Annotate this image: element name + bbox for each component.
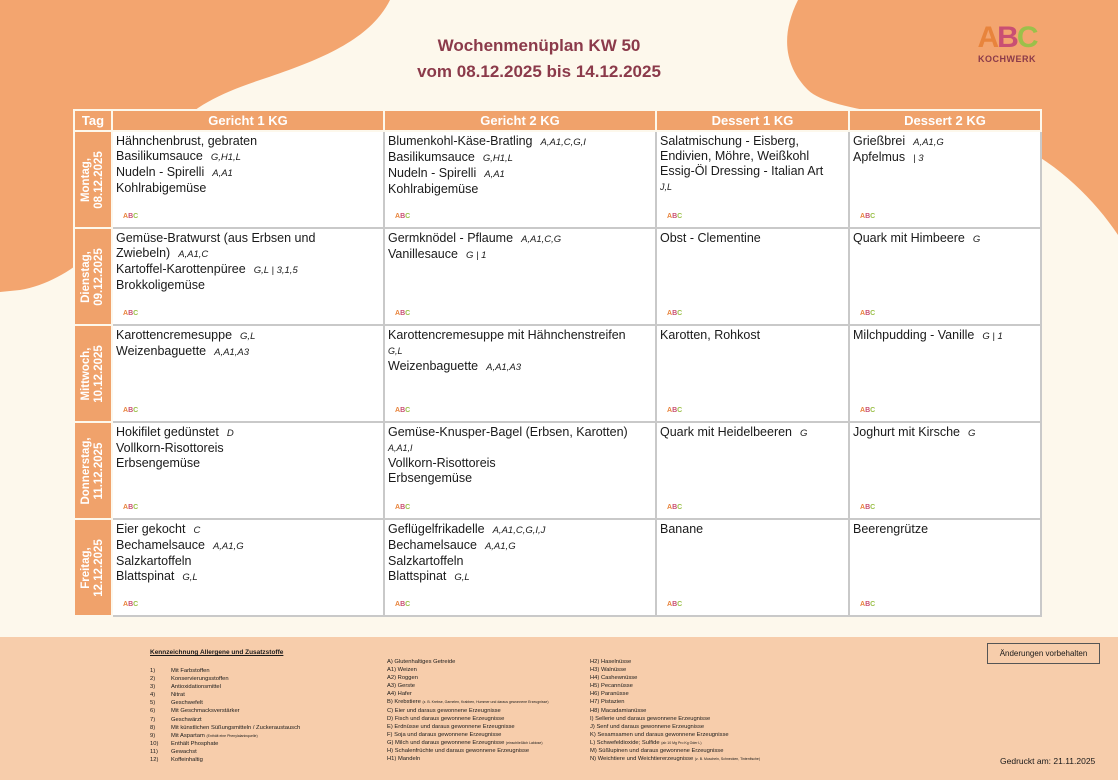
allergen-codes: G,L bbox=[240, 331, 256, 342]
dish-name: Hokifilet gedünstet bbox=[116, 425, 219, 439]
logo-text: KOCHWERK bbox=[978, 54, 1036, 64]
menu-cell-d1 bbox=[656, 228, 849, 325]
dish bbox=[660, 231, 845, 246]
day-name: Montag, bbox=[80, 157, 92, 202]
legend-item: H3) Walnüsse bbox=[590, 667, 627, 674]
menu-cell-d1 bbox=[656, 422, 849, 519]
legend-item: I) Sellerie und daraus gewonnene Erzeugnisse bbox=[590, 715, 711, 722]
allergen-codes: J,L bbox=[660, 182, 673, 192]
allergen-codes: | 3 bbox=[913, 153, 924, 164]
legend-item: H6) Paranüsse bbox=[590, 691, 629, 698]
mini-logo: ABC bbox=[860, 504, 876, 511]
dish bbox=[388, 522, 652, 538]
mini-logo: ABC bbox=[395, 504, 411, 511]
legend-item: H1) Mandeln bbox=[387, 756, 421, 763]
day-row bbox=[74, 422, 1041, 519]
mini-logo: ABC bbox=[123, 504, 139, 511]
allergen-codes: A,A1 bbox=[212, 168, 233, 179]
dish-name: Grießbrei bbox=[853, 134, 906, 148]
day-label bbox=[80, 345, 106, 403]
dish bbox=[116, 522, 380, 538]
dish-name: Salzkartoffeln bbox=[116, 554, 192, 568]
allergens-list-b bbox=[590, 658, 760, 763]
legend-item: D) Fisch und daraus gewonnene Erzeugnisse bbox=[387, 715, 505, 722]
dish bbox=[388, 150, 652, 166]
dish-name: Joghurt mit Kirsche bbox=[853, 425, 960, 439]
dish bbox=[660, 134, 845, 164]
col-header-dessert-1: Dessert 1 KG bbox=[656, 110, 849, 131]
allergens-list-a bbox=[387, 658, 549, 763]
day-cell bbox=[74, 228, 112, 325]
allergen-codes: A,A1,I bbox=[388, 443, 413, 453]
dish bbox=[388, 569, 652, 585]
dish bbox=[116, 554, 380, 569]
legend-item: A) Glutenhaltiges Getreide bbox=[387, 659, 456, 665]
dish-name: Salzkartoffeln bbox=[388, 554, 464, 568]
mini-logo: ABC bbox=[860, 213, 876, 220]
mini-logo: ABC bbox=[860, 601, 876, 608]
dish-name: Karottencremesuppe bbox=[116, 328, 233, 342]
allergen-codes: G,H1,L bbox=[210, 152, 241, 163]
dish bbox=[116, 165, 380, 181]
mini-logo: ABC bbox=[123, 310, 139, 317]
legend-item: B) Krebstiere (z. B. Krebse, Garnelen, Krabben, Hummer und daraus gewonnene Erzeugnisse) bbox=[387, 699, 549, 706]
col-header-tag: Tag bbox=[74, 110, 112, 131]
dish-name: Kartoffel-Karottenpüree bbox=[116, 262, 246, 276]
legend-item: 4) Nitrat bbox=[150, 692, 185, 699]
allergen-codes: G,L bbox=[388, 346, 403, 356]
day-name: Dienstag, bbox=[80, 250, 92, 303]
mini-logo: ABC bbox=[395, 310, 411, 317]
legend-item: 11) Gewachst bbox=[150, 748, 197, 755]
legend-item: F) Soja und daraus gewonnene Erzeugnisse bbox=[387, 731, 502, 738]
dish-name: Vollkorn-Risottoreis bbox=[116, 441, 224, 455]
changes-note: Änderungen vorbehalten bbox=[987, 643, 1100, 664]
dish-name: Vollkorn-Risottoreis bbox=[388, 456, 496, 470]
legend-item: A4) Hafer bbox=[387, 691, 412, 698]
dish-name: Erbsengemüse bbox=[116, 456, 201, 470]
dish bbox=[388, 247, 652, 263]
allergen-codes: A,A1,C bbox=[178, 249, 209, 260]
dish bbox=[116, 425, 380, 441]
mini-logo: ABC bbox=[667, 213, 683, 220]
legend-item: J) Senf und daraus gewonnene Erzeugnisse bbox=[590, 723, 705, 730]
dish bbox=[660, 328, 845, 343]
mini-logo: ABC bbox=[667, 407, 683, 414]
page-title bbox=[0, 33, 1078, 85]
legend-item: A1) Weizen bbox=[387, 667, 417, 674]
dish bbox=[388, 359, 652, 375]
day-label bbox=[80, 151, 106, 209]
menu-cell-g1 bbox=[112, 131, 384, 228]
allergen-codes: A,A1,A3 bbox=[486, 362, 521, 373]
dish-name: Beerengrütze bbox=[853, 522, 929, 536]
allergen-codes: G,L | 3,1,5 bbox=[253, 265, 298, 276]
dish-name: Erbsengemüse bbox=[388, 471, 473, 485]
dish-name: Karotten, Rohkost bbox=[660, 328, 761, 342]
col-header-gericht-1: Gericht 1 KG bbox=[112, 110, 384, 131]
legend-item: 2) Konservierungsstoffen bbox=[150, 676, 229, 683]
dish-name: Weizenbaguette bbox=[388, 359, 479, 373]
menu-cell-d1 bbox=[656, 519, 849, 616]
legend-item: E) Erdnüsse und daraus gewonnene Erzeugnisse bbox=[387, 723, 515, 730]
dish-name: Milchpudding - Vanille bbox=[853, 328, 975, 342]
legend-item: M) Süßlupinen und daraus gewonnene Erzeugnisse bbox=[590, 748, 724, 755]
dish bbox=[660, 425, 845, 441]
legend-item: K) Sesamsamen und daraus gewonnene Erzeugnisse bbox=[590, 731, 729, 738]
dish-name: Blattspinat bbox=[116, 569, 175, 583]
allergen-codes: G bbox=[972, 234, 981, 245]
menu-cell-d2 bbox=[849, 228, 1041, 325]
legend-item: 3) Antioxidationsmittel bbox=[150, 684, 221, 691]
menu-cell-d2 bbox=[849, 131, 1041, 228]
dish bbox=[116, 328, 380, 344]
legend-item: 1) Mit Farbstoffen bbox=[150, 668, 210, 674]
dish bbox=[853, 425, 1037, 441]
dish bbox=[116, 569, 380, 585]
mini-logo: ABC bbox=[667, 504, 683, 511]
menu-cell-d1 bbox=[656, 325, 849, 422]
menu-cell-d2 bbox=[849, 519, 1041, 616]
dish-name: Kohlrabigemüse bbox=[116, 181, 207, 195]
dish-name: Hähnchenbrust, gebraten bbox=[116, 134, 258, 148]
allergen-codes: A,A1,G bbox=[484, 541, 516, 552]
dish-name: Geflügelfrikadelle bbox=[388, 522, 485, 536]
dish bbox=[116, 344, 380, 360]
allergen-codes: C bbox=[193, 525, 201, 536]
allergen-codes: G,H1,L bbox=[482, 153, 513, 164]
day-cell bbox=[74, 325, 112, 422]
dish bbox=[388, 166, 652, 182]
dish bbox=[116, 538, 380, 554]
dish bbox=[853, 328, 1037, 344]
mini-logo: ABC bbox=[667, 601, 683, 608]
legend-heading: Kennzeichnung Allergene und Zusatzstoffe bbox=[150, 649, 284, 656]
dish bbox=[853, 231, 1037, 247]
dish-name: Essig-Öl Dressing - Italian Art bbox=[660, 164, 824, 178]
dish bbox=[116, 278, 380, 293]
legend-item: H2) Haselnüsse bbox=[590, 659, 632, 665]
mini-logo: ABC bbox=[395, 213, 411, 220]
dish-name: Gemüse-Bratwurst (aus Erbsen und Zwiebeln) bbox=[116, 231, 316, 260]
legend-item: H8) Macadamianüsse bbox=[590, 707, 647, 714]
mini-logo: ABC bbox=[860, 407, 876, 414]
dish-name: Germknödel - Pflaume bbox=[388, 231, 514, 245]
allergen-codes: D bbox=[226, 428, 234, 439]
legend-item: A2) Roggen bbox=[387, 675, 418, 682]
legend-item: 9) Mit Aspartam (Enthält eine Phenylalaninquelle) bbox=[150, 732, 258, 739]
menu-cell-d2 bbox=[849, 325, 1041, 422]
dish bbox=[116, 181, 380, 196]
day-row bbox=[74, 131, 1041, 228]
dish bbox=[388, 538, 652, 554]
day-name: Freitag, bbox=[80, 546, 92, 589]
menu-cell-g1 bbox=[112, 422, 384, 519]
legend-item: 7) Geschwärzt bbox=[150, 716, 202, 723]
dish bbox=[116, 231, 380, 262]
header-row bbox=[74, 110, 1041, 131]
legend-item: H) Schalenfrüchte und daraus gewonnene Erzeugnisse bbox=[387, 748, 530, 755]
menu-cell-g1 bbox=[112, 519, 384, 616]
menu-cell-g2 bbox=[384, 422, 656, 519]
dish-name: Salatmischung - Eisberg, Endivien, Möhre, Weißkohl bbox=[660, 134, 810, 163]
dish-name: Vanillesauce bbox=[388, 247, 458, 261]
menu-cell-g1 bbox=[112, 228, 384, 325]
menu-cell-g2 bbox=[384, 325, 656, 422]
menu-table bbox=[73, 109, 1042, 617]
dish-name: Bechamelsauce bbox=[116, 538, 205, 552]
day-cell bbox=[74, 131, 112, 228]
col-header-dessert-2: Dessert 2 KG bbox=[849, 110, 1041, 131]
day-cell bbox=[74, 519, 112, 616]
mini-logo: ABC bbox=[123, 601, 139, 608]
dish bbox=[388, 425, 652, 456]
dish bbox=[853, 134, 1037, 150]
mini-logo: ABC bbox=[123, 407, 139, 414]
dish bbox=[388, 134, 652, 150]
dish-name: Eier gekocht bbox=[116, 522, 186, 536]
dish bbox=[388, 471, 652, 486]
dish bbox=[388, 231, 652, 247]
legend-item: A3) Gerste bbox=[387, 683, 416, 690]
dish bbox=[388, 456, 652, 471]
dish-name: Quark mit Heidelbeeren bbox=[660, 425, 793, 439]
logo-letters: ABC bbox=[977, 21, 1037, 54]
allergen-codes: A,A1,G bbox=[913, 137, 944, 148]
allergen-codes: G bbox=[967, 428, 976, 439]
day-row bbox=[74, 325, 1041, 422]
day-name: Donnerstag, bbox=[80, 436, 92, 505]
dish bbox=[116, 262, 380, 278]
day-date: 09.12.2025 bbox=[93, 247, 105, 306]
allergen-codes: A,A1,C,G bbox=[521, 234, 562, 245]
menu-cell-g1 bbox=[112, 325, 384, 422]
legend-item: 10) Enthält Phosphate bbox=[150, 740, 219, 747]
legend-item: G) Milch und daraus gewonnene Erzeugnisse (einschließlich Laktose) bbox=[387, 739, 543, 746]
allergen-codes: G,L bbox=[182, 572, 198, 583]
dish bbox=[116, 456, 380, 471]
dish-name: Blattspinat bbox=[388, 569, 447, 583]
menu-cell-g2 bbox=[384, 228, 656, 325]
menu-cell-d2 bbox=[849, 422, 1041, 519]
dish bbox=[116, 134, 380, 149]
dish bbox=[853, 150, 1037, 166]
dish-name: Karottencremesuppe mit Hähnchenstreifen bbox=[388, 328, 626, 342]
abc-kochwerk-logo bbox=[962, 22, 1052, 64]
dish bbox=[116, 149, 380, 165]
dish-name: Blumenkohl-Käse-Bratling bbox=[388, 134, 533, 148]
allergen-codes: A,A1,C,G,I bbox=[540, 137, 586, 148]
legend-item: 5) Geschwefelt bbox=[150, 700, 203, 707]
day-date: 11.12.2025 bbox=[93, 442, 105, 499]
dish-name: Bechamelsauce bbox=[388, 538, 477, 552]
title-date-range: vom 08.12.2025 bis 14.12.2025 bbox=[417, 62, 661, 81]
legend-item: H4) Cashewnüsse bbox=[590, 675, 638, 682]
menu-cell-g2 bbox=[384, 131, 656, 228]
mini-logo: ABC bbox=[395, 601, 411, 608]
day-label bbox=[80, 437, 106, 504]
day-row bbox=[74, 519, 1041, 616]
day-row bbox=[74, 228, 1041, 325]
dish bbox=[853, 522, 1037, 537]
title-week: Wochenmenüplan KW 50 bbox=[437, 36, 641, 55]
dish bbox=[388, 328, 652, 359]
day-date: 08.12.2025 bbox=[93, 150, 105, 209]
legend-item: L) Schwefeldioxide; Sulfide (ab 10 Mg Pro Kg Oder L) bbox=[590, 739, 702, 746]
day-cell bbox=[74, 422, 112, 519]
dish-name: Nudeln - Spirelli bbox=[388, 166, 477, 180]
allergen-codes: G bbox=[800, 428, 808, 439]
mini-logo: ABC bbox=[395, 407, 411, 414]
dish-name: Banane bbox=[660, 522, 704, 536]
dish-name: Quark mit Himbeere bbox=[853, 231, 965, 245]
menu-cell-d1 bbox=[656, 131, 849, 228]
legend-item: N) Weichtiere und Weichtiererzeugnisse (z. B. Muscheln, Schnecken, Tintenfische) bbox=[590, 756, 761, 763]
dish bbox=[660, 164, 845, 195]
legend-item: 12) Koffeinhaltig bbox=[150, 757, 203, 764]
dish-name: Gemüse-Knusper-Bagel (Erbsen, Karotten) bbox=[388, 425, 628, 439]
additives-list bbox=[150, 667, 300, 764]
dish-name: Kohlrabigemüse bbox=[388, 182, 479, 196]
allergen-codes: G | 1 bbox=[982, 331, 1003, 342]
day-name: Mittwoch, bbox=[80, 346, 92, 401]
dish bbox=[660, 522, 845, 537]
menu-cell-g2 bbox=[384, 519, 656, 616]
legend-item: H7) Pistazien bbox=[590, 699, 625, 706]
dish-name: Nudeln - Spirelli bbox=[116, 165, 205, 179]
legend-item: C) Eier und daraus gewonnene Erzeugnisse bbox=[387, 707, 501, 714]
legend-item: 6) Mit Geschmacksverstärker bbox=[150, 708, 240, 715]
legend-item: H5) Pecannüsse bbox=[590, 683, 633, 690]
dish bbox=[116, 441, 380, 456]
dish-name: Basilikumsauce bbox=[116, 149, 203, 163]
day-date: 10.12.2025 bbox=[93, 344, 105, 403]
allergen-codes: A,A1,A3 bbox=[214, 347, 249, 358]
mini-logo: ABC bbox=[123, 213, 139, 220]
day-date: 12.12.2025 bbox=[93, 538, 105, 597]
allergen-codes: A,A1,G bbox=[212, 541, 244, 552]
dish-name: Weizenbaguette bbox=[116, 344, 207, 358]
dish bbox=[388, 554, 652, 569]
day-label bbox=[80, 248, 106, 306]
dish-name: Apfelmus bbox=[853, 150, 906, 164]
allergen-codes: G,L bbox=[454, 572, 470, 583]
allergen-codes: A,A1 bbox=[484, 169, 505, 180]
col-header-gericht-2: Gericht 2 KG bbox=[384, 110, 656, 131]
allergen-codes: A,A1,C,G,I,J bbox=[492, 525, 546, 536]
mini-logo: ABC bbox=[860, 310, 876, 317]
day-label bbox=[80, 539, 106, 597]
dish-name: Obst - Clementine bbox=[660, 231, 761, 245]
mini-logo: ABC bbox=[667, 310, 683, 317]
dish bbox=[388, 182, 652, 197]
dish-name: Brokkoligemüse bbox=[116, 278, 205, 292]
printed-date: Gedruckt am: 21.11.2025 bbox=[1000, 756, 1096, 766]
allergen-codes: G | 1 bbox=[465, 250, 487, 261]
legend-item: 8) Mit künstlichen Süßungsmitteln / Zuckeraustausch bbox=[150, 724, 301, 731]
dish-name: Basilikumsauce bbox=[388, 150, 475, 164]
